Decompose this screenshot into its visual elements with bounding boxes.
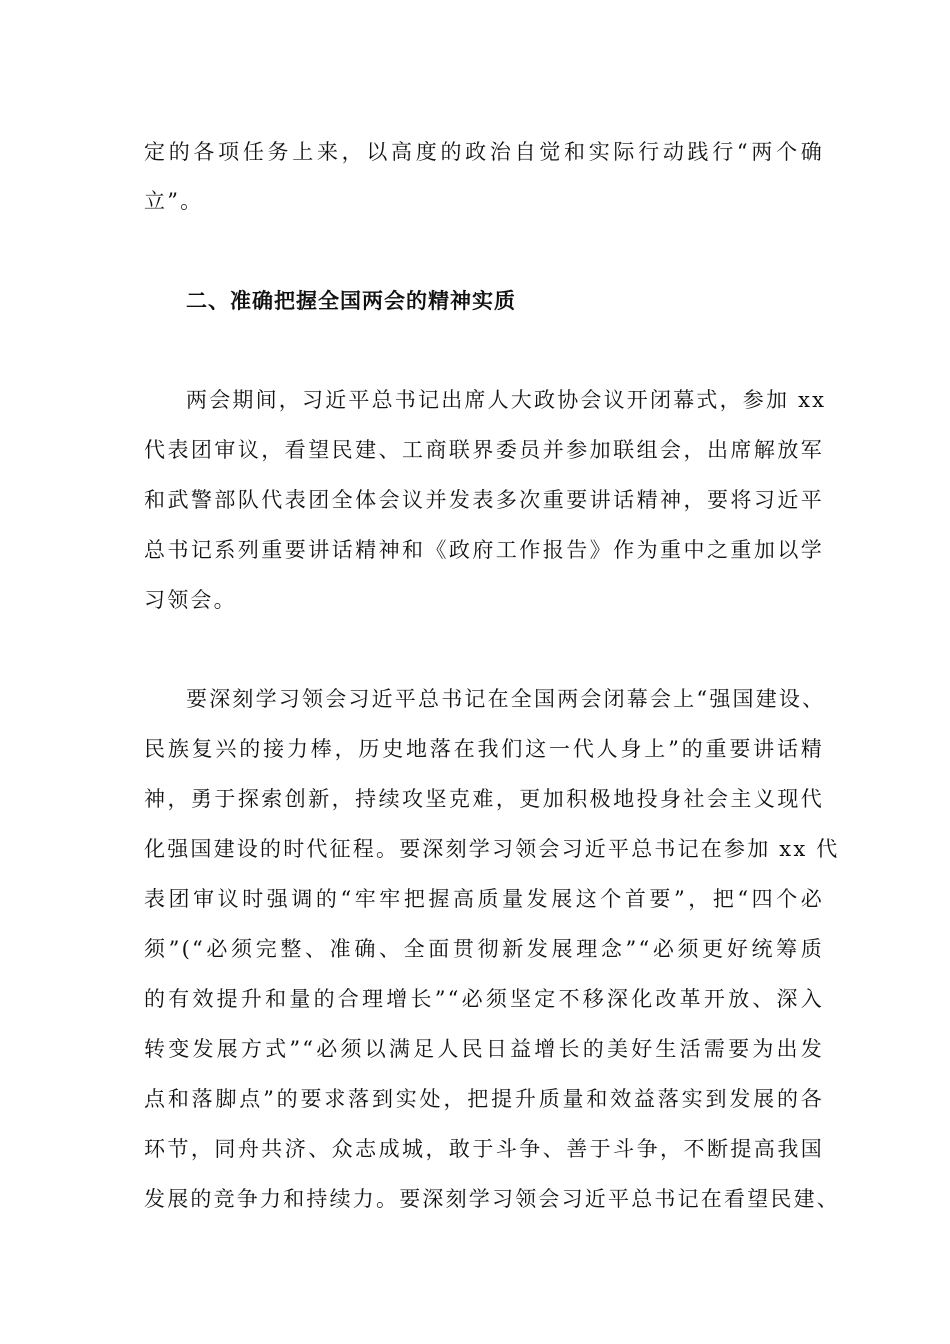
- paragraph-3-line-9: 点和落脚点”的要求落到实处，把提升质量和效益落实到发展的各: [144, 1087, 824, 1111]
- paragraph-1-line-2: 立”。: [144, 189, 204, 213]
- paragraph-3-line-11: 发展的竞争力和持续力。要深刻学习领会习近平总书记在看望民建、: [144, 1187, 840, 1211]
- paragraph-3-line-3: 神，勇于探索创新，持续攻坚克难，更加积极地投身社会主义现代: [144, 787, 824, 811]
- paragraph-3-line-1: 要深刻学习领会习近平总书记在全国两会闭幕会上“强国建设、: [186, 687, 826, 711]
- paragraph-2-line-3: 和武警部队代表团全体会议并发表多次重要讲话精神，要将习近平: [144, 488, 824, 512]
- paragraph-1-line-1: 定的各项任务上来，以高度的政治自觉和实际行动践行“两个确: [144, 140, 824, 164]
- paragraph-2-line-5: 习领会。: [144, 588, 237, 612]
- paragraph-3-line-6: 须”(“必须完整、准确、全面贯彻新发展理念”“必须更好统筹质: [144, 937, 824, 961]
- paragraph-3-line-7: 的有效提升和量的合理增长”“必须坚定不移深化改革开放、深入: [144, 987, 824, 1011]
- section-heading: 二、准确把握全国两会的精神实质: [186, 289, 516, 313]
- paragraph-2-line-1: 两会期间，习近平总书记出席人大政协会议开闭幕式，参加 xx: [186, 388, 827, 412]
- paragraph-3-line-4: 化强国建设的时代征程。要深刻学习领会习近平总书记在参加 xx 代: [144, 837, 840, 861]
- paragraph-3-line-5: 表团审议时强调的“牢牢把握高质量发展这个首要”，把“四个必: [144, 887, 824, 911]
- paragraph-3-line-10: 环节，同舟共济、众志成城，敢于斗争、善于斗争，不断提高我国: [144, 1137, 824, 1161]
- paragraph-2-line-4: 总书记系列重要讲话精神和《政府工作报告》作为重中之重加以学: [144, 538, 824, 562]
- paragraph-3-line-2: 民族复兴的接力棒，历史地落在我们这一代人身上”的重要讲话精: [144, 737, 824, 761]
- paragraph-2-line-2: 代表团审议，看望民建、工商联界委员并参加联组会，出席解放军: [144, 438, 824, 462]
- paragraph-3-line-8: 转变发展方式”“必须以满足人民日益增长的美好生活需要为出发: [144, 1037, 824, 1061]
